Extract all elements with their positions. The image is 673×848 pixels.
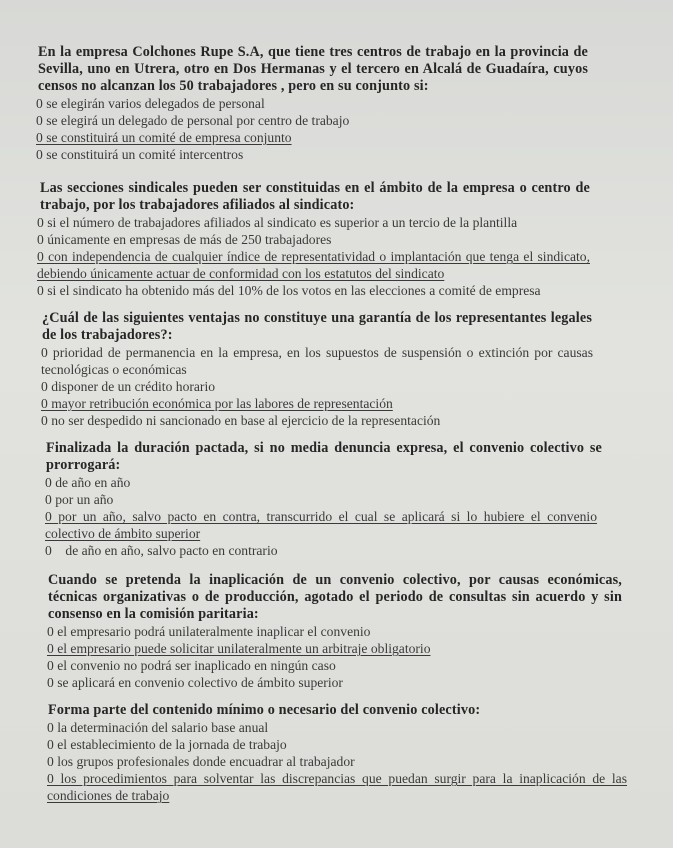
question-2-option-3[interactable]: 0 con independencia de cualquier índice de representatividad o implantación que tenga el sindicato, debiendo únicamente actuar de conformidad con los estatutos del sindicato [37,249,590,281]
question-1-option-2[interactable]: 0 se elegirá un delegado de personal por centro de trabajo [36,113,350,128]
question-3-option-3[interactable]: 0 mayor retribución económica por las labores de representación [41,396,393,411]
question-4-option-2[interactable]: 0 por un año [45,492,114,507]
question-6-option-3[interactable]: 0 los grupos profesionales donde encuadrar al trabajador [47,754,355,769]
question-6-text: Forma parte del contenido mínimo o necesario del convenio colectivo: [48,702,481,718]
question-2-option-4[interactable]: 0 si el sindicato ha obtenido más del 10% de los votos en las elecciones a comité de empresa [37,283,541,298]
question-5-option-2[interactable]: 0 el empresario puede solicitar unilateralmente un arbitraje obligatorio [47,641,431,656]
question-5-option-1[interactable]: 0 el empresario podrá unilateralmente inaplicar el convenio [47,624,371,639]
question-1-option-1[interactable]: 0 se elegirán varios delegados de personal [36,96,265,111]
question-6-option-2[interactable]: 0 el establecimiento de la jornada de trabajo [47,737,287,752]
question-4 [0,440,673,559]
question-4-text: Finalizada la duración pactada, si no media denuncia expresa, el convenio colectivo se prorrogará: [46,440,602,473]
question-4-option-4[interactable]: 0 de año en año, salvo pacto en contrario [45,543,278,558]
question-5-text: Cuando se pretenda la inaplicación de un convenio colectivo, por causas económicas, técnicas organizativas o de producción, agotado el periodo de consultas sin acuerdo y sin consenso en la comisión paritaria: [48,572,622,622]
question-5-option-4[interactable]: 0 se aplicará en convenio colectivo de ámbito superior [47,675,343,690]
question-2 [0,180,673,299]
question-4-option-3[interactable]: 0 por un año, salvo pacto en contra, transcurrido el cual se aplicará si lo hubiere el convenio colectivo de ámbito superior [45,509,597,541]
question-4-option-1[interactable]: 0 de año en año [45,475,131,490]
question-5-option-3[interactable]: 0 el convenio no podrá ser inaplicado en ningún caso [47,658,336,673]
question-6-option-4[interactable]: 0 los procedimientos para solventar las discrepancias que puedan surgir para la inaplicación de las condiciones de trabajo [47,771,627,803]
question-1-text: En la empresa Colchones Rupe S.A, que tiene tres centros de trabajo en la provincia de Sevilla, uno en Utrera, otro en Dos Hermanas y el tercero en Alcalá de Guadaíra, cuyos censos no alcanzan los 50 trabajadores , pero en su conjunto si: [38,44,588,94]
question-2-text: Las secciones sindicales pueden ser constituidas en el ámbito de la empresa o centro de trabajo, por los trabajadores afiliados al sindicato: [40,180,590,213]
question-3-option-1[interactable]: 0 prioridad de permanencia en la empresa, en los supuestos de suspensión o extinción por causas tecnológicas o económicas [41,345,593,377]
question-1 [0,44,673,163]
question-2-option-2[interactable]: 0 únicamente en empresas de más de 250 trabajadores [37,232,332,247]
question-2-option-1[interactable]: 0 si el número de trabajadores afiliados al sindicato es superior a un tercio de la plantilla [37,215,518,230]
question-1-option-4[interactable]: 0 se constituirá un comité intercentros [36,147,244,162]
question-1-option-3[interactable]: 0 se constituirá un comité de empresa conjunto [36,130,292,145]
question-6-option-1[interactable]: 0 la determinación del salario base anual [47,720,269,735]
question-3-text: ¿Cuál de las siguientes ventajas no constituye una garantía de los representantes legales de los trabajadores?: [42,310,592,343]
question-5 [0,572,673,691]
question-3-option-4[interactable]: 0 no ser despedido ni sancionado en base al ejercicio de la representación [41,413,441,428]
question-3-option-2[interactable]: 0 disponer de un crédito horario [41,379,216,394]
question-3 [0,310,673,429]
question-6 [0,702,673,804]
